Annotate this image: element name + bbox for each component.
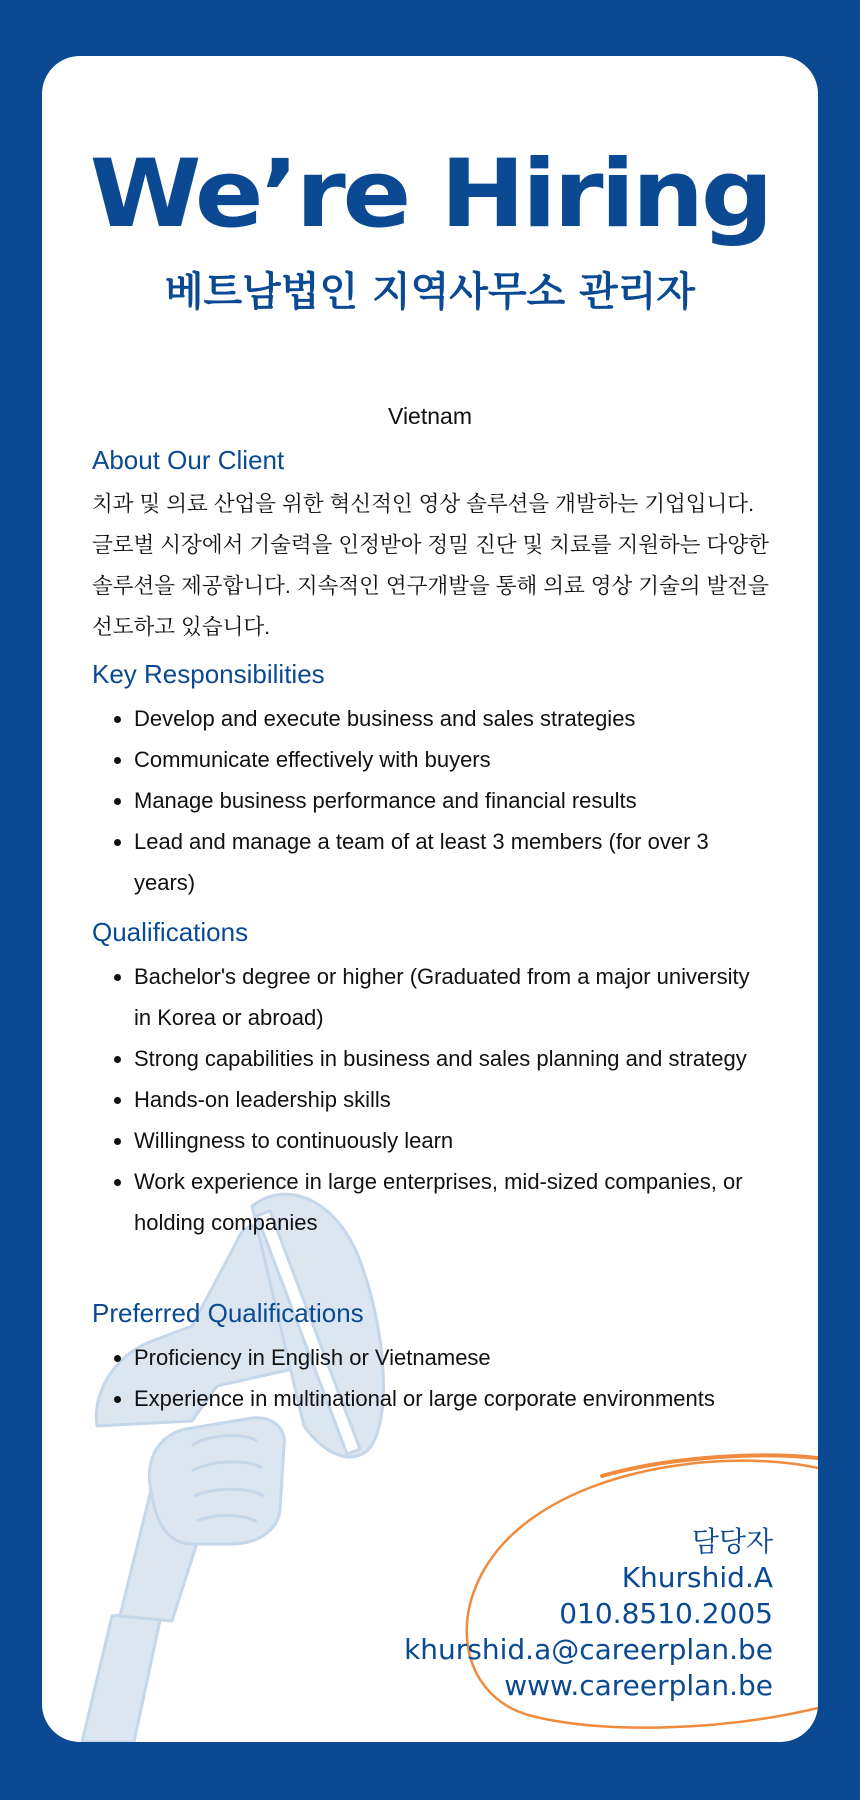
job-title: 베트남법인 지역사무소 관리자 (164, 269, 696, 315)
list-item: Lead and manage a team of at least 3 members (for over 3 years) (134, 821, 772, 903)
list-item: Proficiency in English or Vietnamese (134, 1337, 772, 1378)
preferred-title: Preferred Qualifications (92, 1298, 364, 1328)
qualifications-title: Qualifications (92, 917, 249, 947)
list-item: Manage business performance and financial results (134, 780, 772, 821)
hiring-headline: We’re Hiring (89, 140, 771, 249)
list-item: Hands-on leadership skills (134, 1079, 772, 1120)
contact-phone[interactable]: 010.8510.2005 (559, 1597, 773, 1630)
job-poster-card (42, 56, 818, 1742)
contact-name: Khurshid.A (621, 1561, 773, 1594)
responsibilities-list (92, 698, 772, 903)
list-item: Strong capabilities in business and sales planning and strategy (134, 1038, 772, 1079)
about-text: 치과 및 의료 산업을 위한 혁신적인 영상 솔루션을 개발하는 기업입니다. 글로벌 시장에서 기술력을 인정받아 정밀 진단 및 치료를 지원하는 다양한 솔루션을 제공합니다. 지속적인 연구개발을 통해 의료 영상 기술의 발전을 선도하고 있습니다. (92, 491, 769, 639)
contact-email[interactable]: khurshid.a@careerplan.be (404, 1633, 773, 1666)
job-location: Vietnam (388, 403, 472, 429)
list-item: Willingness to continuously learn (134, 1120, 772, 1161)
list-item: Communicate effectively with buyers (134, 739, 772, 780)
contact-block (404, 1524, 773, 1704)
about-title: About Our Client (92, 445, 285, 475)
qualifications-section (92, 916, 772, 1243)
list-item: Experience in multinational or large corporate environments (134, 1378, 772, 1419)
responsibilities-title: Key Responsibilities (92, 659, 325, 689)
contact-label: 담당자 (691, 1525, 773, 1558)
preferred-section (92, 1297, 772, 1419)
preferred-list (92, 1337, 772, 1419)
contact-website[interactable]: www.careerplan.be (504, 1669, 773, 1702)
list-item: Bachelor's degree or higher (Graduated from a major university in Korea or abroad) (134, 956, 772, 1038)
about-section (92, 444, 772, 648)
list-item: Develop and execute business and sales strategies (134, 698, 772, 739)
responsibilities-section (92, 658, 772, 903)
qualifications-list (92, 956, 772, 1243)
list-item: Work experience in large enterprises, mid-sized companies, or holding companies (134, 1161, 772, 1243)
